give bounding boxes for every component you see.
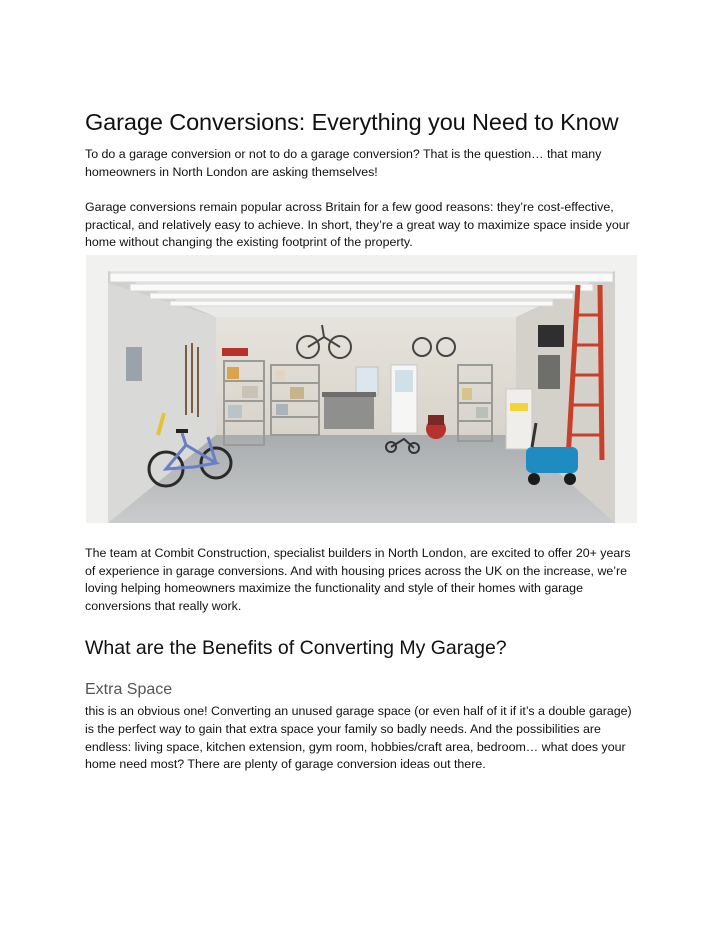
extra-space-paragraph: this is an obvious one! Converting an unused garage space (or even half of it if it’s a double garage) is the perfect way to gain that extra space your family so badly needs. And the possibilities are endless: living space, kitchen extension, gym room, hobbies/craft area, bedroom… what does your home need most? There are plenty of garage conversion ideas out there.	[85, 704, 632, 772]
extra-space-heading: Extra Space	[85, 681, 173, 699]
company-paragraph: The team at Combit Construction, specialist builders in North London, are excited to offer 20+ years of experience in garage conversions. And with housing prices across the UK on the increase, we’re loving helping homeowners maximize the functionality and style of their homes with garage conversions that really work.	[85, 545, 631, 613]
article-body	[85, 106, 637, 774]
garage-photo	[86, 255, 637, 523]
intro-paragraph-1: To do a garage conversion or not to do a garage conversion? That is the question… that many homeowners in North London are asking themselves!	[85, 147, 602, 179]
page-title: Garage Conversions: Everything you Need to Know	[85, 109, 619, 135]
benefits-heading: What are the Benefits of Converting My Garage?	[85, 637, 507, 660]
intro-paragraph-2: Garage conversions remain popular across Britain for a few good reasons: they’re cost-effective, practical, and relatively easy to achieve. In short, they’re a great way to maximize space inside your home without changing the existing footprint of the property.	[85, 200, 630, 250]
